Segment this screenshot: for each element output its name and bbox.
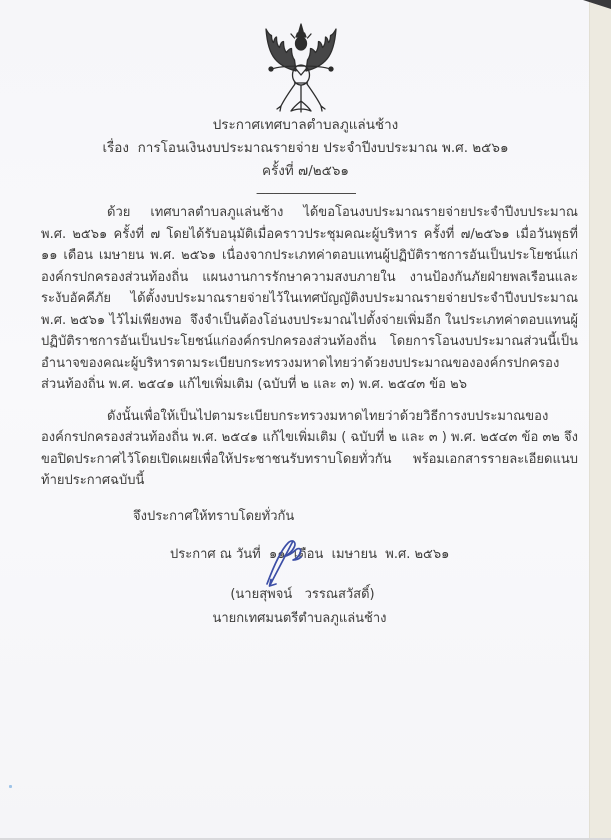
announcement-date-line: ประกาศ ณ วันที่ ๑๑ เดือน เมษายน พ.ศ. ๒๕๖๑ xyxy=(170,547,450,562)
signer-position: นายกเทศมนตรีตำบลภูแล่นช้าง xyxy=(212,611,387,626)
closing-statement: จึงประกาศให้ทราบโดยทั่วกัน xyxy=(133,508,295,524)
signer-name: (นายสุพจน์ วรรณสวัสดิ์) xyxy=(230,587,375,602)
paragraph-preamble: ด้วย เทศบาลตำบลภูแล่นช้าง ได้ขอโอนงบประมาณรายจ่ายประจำปีงบประมาณ พ.ศ. ๒๕๖๑ ครั้งที่ ๗ โดยได้รับอนุมัติเมื่อคราวประชุมคณะผู้บริหาร ครั้งที่ ๗/๒๕๖๑ เมื่อวันพุธที่ ๑๑ เดือน เมษายน พ.ศ. ๒๕๖๑ เนื่องจากประเภทค่าตอบแทนผู้ปฏิบัติราชการอันเป็นประโยชน์แก่องค์กรปกครองส่วนท้องถิ่น แผนงานการรักษาความสงบภายใน งานป้องกันภัยฝ่ายพลเรือนและระงับอัคคีภัย ได้ตั้งงบประมาณรายจ่ายไว้ในเทศบัญญัติงบประมาณรายจ่ายประจำปีงบประมาณ พ.ศ. ๒๕๖๑ ไว้ไม่เพียงพอ จึงจำเป็นต้องโอ่นงบประมาณไปตั้งจ่ายเพิ่มอีก ในประเภทค่าตอบแทนผู้ปฏิบัติราชการอันเป็นประโยชน์แก่องค์กรปกครองส่วนท้องถิ่น โดยการโอนงบประมาณส่วนนี้เป็นอำนาจของคณะผู้บริหารตามระเบียบกระทรวงมหาดไทยว่าด้วยงบประมาณขององค์กรปกครองส่วนท้องถิ่น พ.ศ. ๒๕๔๑ แก้ไขเพิ่มเติม (ฉบับที่ ๒ และ ๓) พ.ศ. ๒๕๔๓ ข้อ ๒๖ xyxy=(41,205,583,392)
document-body xyxy=(41,202,583,566)
subject-line: เรื่อง การโอนเงินงบประมาณรายจ่าย ประจำปีงบประมาณ พ.ศ. ๒๕๖๑ xyxy=(102,140,509,156)
paragraph-legal-basis: ดังนั้นเพื่อให้เป็นไปตามระเบียบกระทรวงมหาดไทยว่าด้วยวิธีการงบประมาณขององค์กรปกครองส่วนท้องถิ่น พ.ศ. ๒๕๔๑ แก้ไขเพิ่มเติม ( ฉบับที่ ๒ และ ๓ ) พ.ศ. ๒๕๔๓ ข้อ ๓๒ จึงขอปิดประกาศไว้โดยเปิดเผยเพื่อให้ประชาชนรับทราบโดยทั่วกัน พร้อมเอกสารรายละเอียดแนบท้ายประกาศฉบับนี้ xyxy=(41,408,578,488)
document-header xyxy=(0,114,611,200)
scan-artifact-speck xyxy=(9,785,12,788)
session-number: ครั้งที่ ๗/๒๕๖๑ xyxy=(261,163,350,179)
dashed-divider: ----------------------------------- xyxy=(255,186,356,200)
garuda-emblem-icon xyxy=(258,23,344,115)
page-title: ประกาศเทศบาลตำบลภูแล่นช้าง xyxy=(212,117,399,133)
